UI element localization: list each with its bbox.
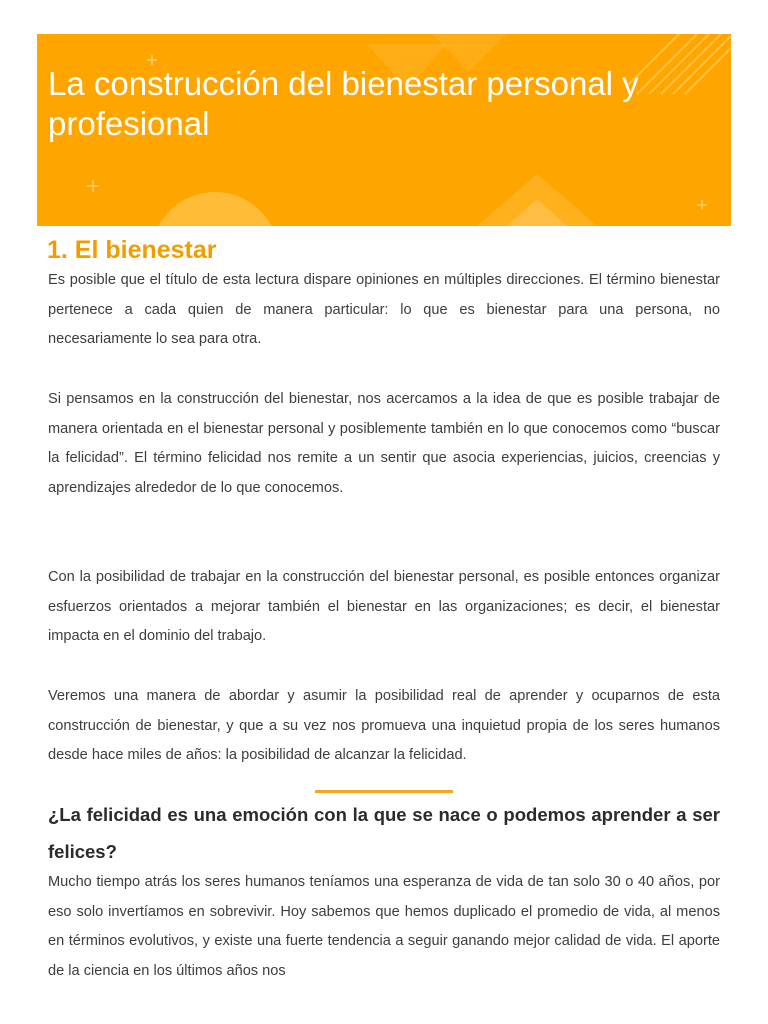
title-banner <box>37 34 731 226</box>
body-paragraph: Es posible que el título de esta lectura dispare opiniones en múltiples direcciones. El término bienestar pertenece a cada quien de manera particular: lo que es bienestar para una persona, no necesariamente lo sea para otra. <box>48 272 720 348</box>
section-divider <box>315 790 453 793</box>
body-paragraph: Veremos una manera de abordar y asumir la posibilidad real de aprender y ocuparnos de esta construcción de bienestar, y que a su vez nos promueva una inquietud propia de los seres humanos desde hace miles de años: la posibilidad de alcanzar la felicidad. <box>48 688 720 764</box>
body-paragraph: Con la posibilidad de trabajar en la construcción del bienestar personal, es posible entonces organizar esfuerzos orientados a mejorar también el bienestar en las organizaciones; es decir, el bienestar impacta en el dominio del trabajo. <box>48 569 720 645</box>
document-title: La construcción del bienestar personal y profesional <box>48 65 639 142</box>
subsection-question: ¿La felicidad es una emoción con la que se nace o podemos aprender a ser felices? <box>48 804 720 862</box>
body-paragraph: Mucho tiempo atrás los seres humanos teníamos una esperanza de vida de tan solo 30 o 40 años, por eso solo invertíamos en sobrevivir. Hoy sabemos que hemos duplicado el promedio de vida, al menos en términos evolutivos, y existe una fuerte tendencia a seguir ganando mejor calidad de vida. El aporte de la ciencia en los últimos años nos <box>48 874 720 980</box>
section-heading: 1. El bienestar <box>47 236 217 264</box>
body-paragraph: Si pensamos en la construcción del bienestar, nos acercamos a la idea de que es posible trabajar de manera orientada en el bienestar personal y posiblemente también en lo que conocemos como “buscar la felicidad”. El término felicidad nos remite a un sentir que asocia experiencias, juicios, creencias y aprendizajes alrededor de lo que conocemos. <box>48 391 720 497</box>
